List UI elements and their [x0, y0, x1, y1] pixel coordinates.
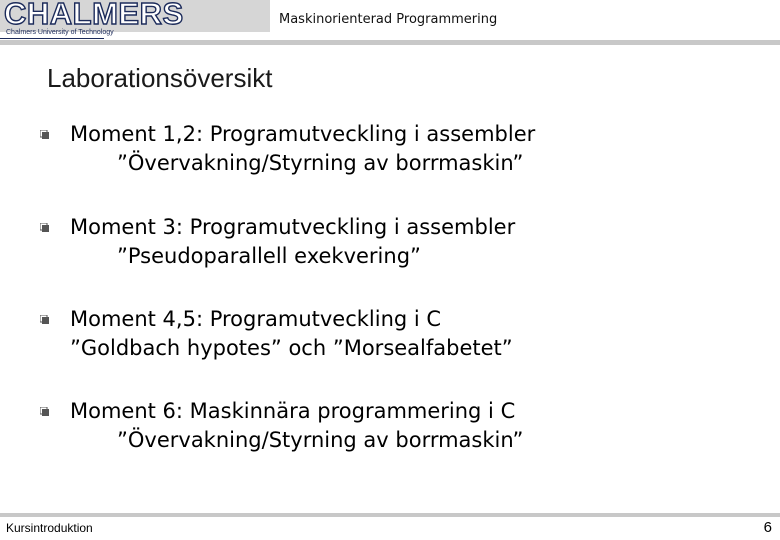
logo-banner — [0, 0, 270, 32]
logo-subtitle: Chalmers University of Technology — [6, 29, 114, 36]
checkbox-square-icon — [40, 130, 49, 139]
page-number: 6 — [763, 519, 772, 536]
footer-divider — [0, 513, 780, 517]
footer-label: Kursintroduktion — [6, 521, 93, 535]
item-detail: ”Övervakning/Styrning av borrmaskin” — [117, 428, 524, 452]
item-detail: ”Övervakning/Styrning av borrmaskin” — [117, 151, 524, 175]
logo-underline — [0, 38, 104, 39]
item-detail: ”Pseudoparallell exekvering” — [117, 244, 421, 268]
course-title: Maskinorienterad Programmering — [279, 12, 498, 27]
item-heading: Moment 6: Maskinnära programmering i C — [70, 399, 516, 423]
item-heading: Moment 1,2: Programutveckling i assembler — [70, 122, 536, 146]
item-heading: Moment 3: Programutveckling i assembler — [70, 215, 516, 239]
logo-wordmark: CHALMERS — [4, 0, 184, 31]
header-divider — [0, 40, 780, 45]
checkbox-square-icon — [40, 407, 49, 416]
checkbox-square-icon — [40, 315, 49, 324]
slide-title: Laborationsöversikt — [47, 63, 273, 93]
item-detail: ”Goldbach hypotes” och ”Morsealfabetet” — [70, 336, 513, 360]
item-heading: Moment 4,5: Programutveckling i C — [70, 307, 442, 331]
checkbox-square-icon — [40, 223, 49, 232]
